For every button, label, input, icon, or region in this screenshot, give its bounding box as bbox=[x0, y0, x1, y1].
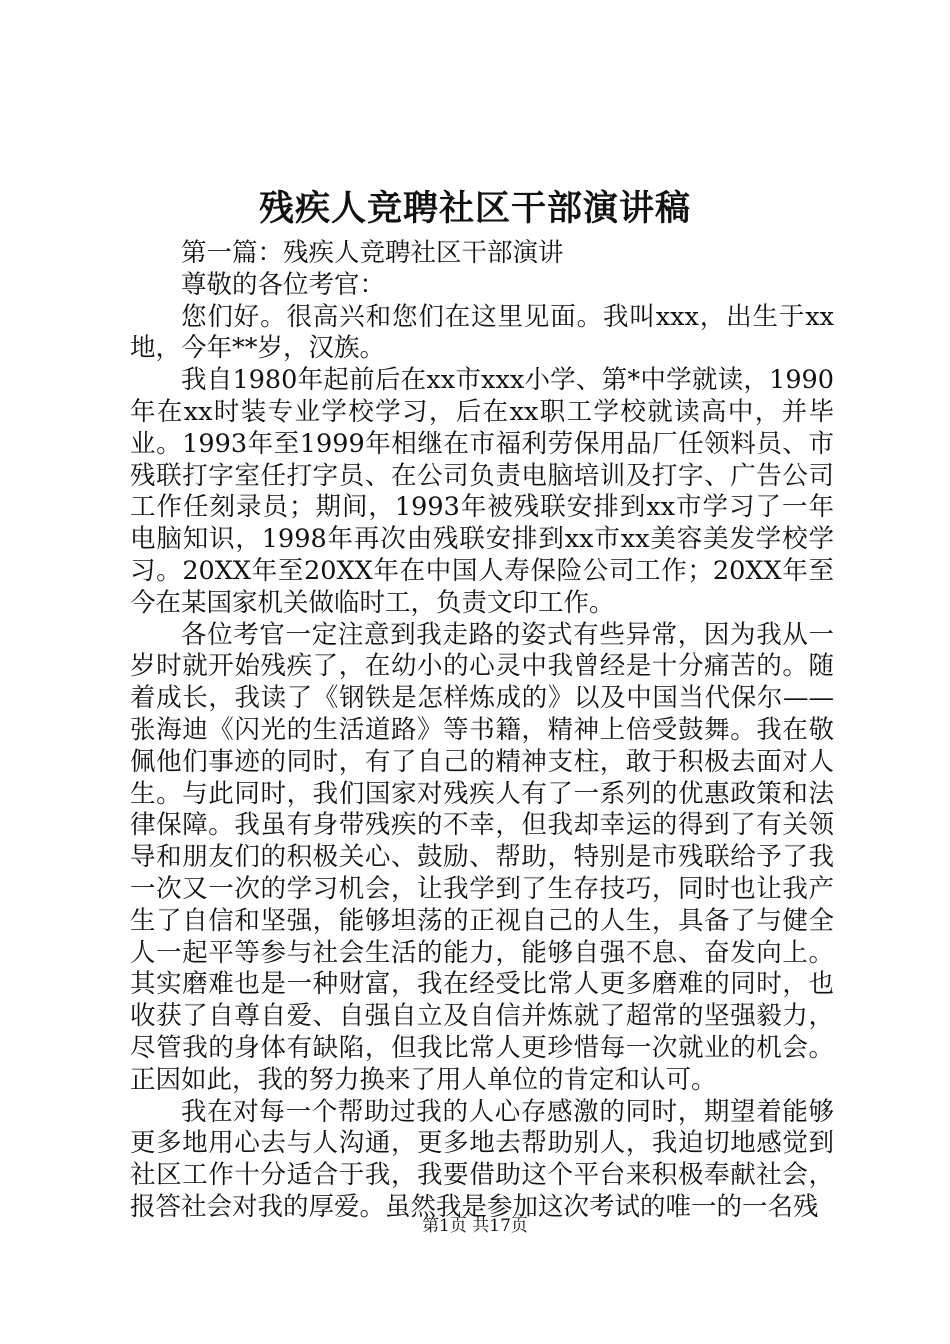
section-heading: 第一篇：残疾人竞聘社区干部演讲 bbox=[181, 238, 564, 268]
document-title: 残疾人竞聘社区干部演讲稿 bbox=[258, 188, 691, 229]
body-paragraph: 您们好。很高兴和您们在这里见面。我叫xxx，出生于xx地，今年**岁，汉族。 bbox=[130, 301, 834, 364]
body-paragraph: 各位考官一定注意到我走路的姿式有些异常，因为我从一岁时就开始残疾了，在幼小的心灵中我曾经是十分痛苦的。随着成长，我读了《钢铁是怎样炼成的》以及中国当代保尔——张海迪《闪光的生活道路》等书籍，精神上倍受鼓舞。我在敬佩他们事迹的同时，有了自己的精神支柱，敢于积极去面对人生。与此同时，我们国家对残疾人有了一系列的优惠政策和法律保障。我虽有身带残疾的不幸，但我却幸运的得到了有关领导和朋友们的积极关心、鼓励、帮助，特别是市残联给予了我一次又一次的学习机会，让我学到了生存技巧，同时也让我产生了自信和坚强，能够坦荡的正视自己的人生，具备了与健全人一起平等参与社会生活的能力，能够自强不息、奋发向上。其实磨难也是一种财富，我在经受比常人更多磨难的同时，也收获了自尊自爱、自强自立及自信并炼就了超常的坚强毅力，尽管我的身体有缺陷，但我比常人更珍惜每一次就业的机会。正因如此，我的努力换来了用人单位的肯定和认可。 bbox=[130, 619, 834, 1095]
body-paragraph: 我自1980年起前后在xx市xxx小学、第*中学就读，1990年在xx时装专业学校学习，后在xx职工学校就读高中，并毕业。1993年至1999年相继在市福利劳保用品厂任领料员、市残联打字室任打字员、在公司负责电脑培训及打字、广告公司工作任刻录员；期间，1993年被残联安排到xx市学习了一年电脑知识，1998年再次由残联安排到xx市xx美容美发学校学习。20XX年至20XX年在中国人寿保险公司工作；20XX年至今在某国家机关做临时工，负责文印工作。 bbox=[130, 365, 834, 618]
body-paragraph: 我在对每一个帮助过我的人心存感激的同时，期望着能够更多地用心去与人沟通，更多地去帮助别人，我迫切地感觉到社区工作十分适合于我，我要借助这个平台来积极奉献社会，报答社会对我的厚爱。虽然我是参加这次考试的唯一的一名残 bbox=[130, 1096, 834, 1222]
page-number-footer: 第1页 共17页 bbox=[422, 1216, 528, 1236]
salutation: 尊敬的各位考官： bbox=[181, 269, 386, 300]
document-body bbox=[130, 238, 834, 1224]
